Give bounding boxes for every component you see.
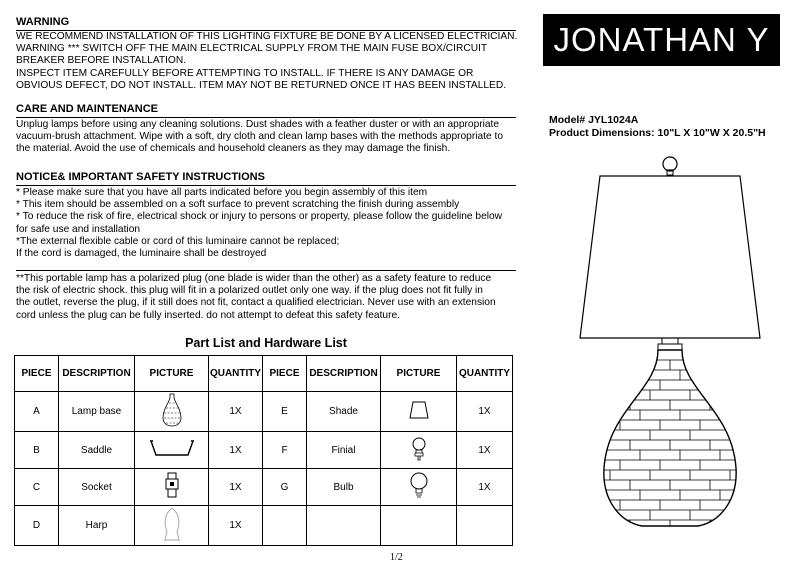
lamp-illustration-icon (570, 150, 770, 560)
header-cell: PICTURE (135, 356, 209, 392)
table-row (15, 506, 513, 546)
table-row (15, 469, 513, 506)
quantity-cell: 1X (209, 392, 263, 432)
product-dimensions: Product Dimensions: 10"L X 10"W X 20.5"H (549, 127, 766, 139)
description-cell: Bulb (307, 469, 381, 506)
header-cell: PIECE (263, 356, 307, 392)
divider (16, 117, 516, 118)
quantity-cell: 1X (457, 469, 513, 506)
brand-logo: JONATHAN Y (543, 14, 780, 66)
care-line: Unplug lamps before using any cleaning solutions. Dust shades with a feather duster or with an appropriate (16, 119, 500, 130)
warning-line: WE RECOMMEND INSTALLATION OF THIS LIGHTING FIXTURE BE DONE BY A LICENSED ELECTRICIAN. (16, 31, 518, 42)
piece-cell: E (263, 392, 307, 432)
plug-line: the outlet, reverse the plug, if it still does not fit, contact a qualified electrician. Never use with an extension (16, 297, 496, 309)
notice-line: * To reduce the risk of fire, electrical shock or injury to persons or property, please follow the guideline below (16, 211, 503, 223)
piece-cell: G (263, 469, 307, 506)
header-cell: DESCRIPTION (59, 356, 135, 392)
product-info (549, 114, 766, 140)
notice-line: *The external flexible cable or cord of this luminaire cannot be replaced; (16, 235, 340, 247)
saddle-icon (148, 437, 196, 461)
picture-cell (135, 469, 209, 506)
piece-cell: B (15, 432, 59, 469)
header-cell: PICTURE (381, 356, 457, 392)
header-cell: DESCRIPTION (307, 356, 381, 392)
picture-cell (135, 392, 209, 432)
picture-cell (135, 432, 209, 469)
description-cell: Lamp base (59, 392, 135, 432)
description-cell: Harp (59, 506, 135, 546)
care-line: the material. Avoid the use of chemicals and household cleaners as they may damage the finish. (16, 143, 451, 155)
bulb-icon (408, 471, 430, 501)
parts-table (14, 355, 513, 546)
parts-list-title: Part List and Hardware List (185, 336, 347, 350)
description-cell (307, 506, 381, 546)
header-cell: PIECE (15, 356, 59, 392)
description-cell: Shade (307, 392, 381, 432)
warning-title: WARNING (16, 16, 70, 28)
warning-line: WARNING *** SWITCH OFF THE MAIN ELECTRICAL SUPPLY FROM THE MAIN FUSE BOX/CIRCUIT (16, 43, 488, 55)
lamp-base-icon (160, 392, 184, 428)
piece-cell: F (263, 432, 307, 469)
piece-cell: D (15, 506, 59, 546)
notice-line: * This item should be assembled on a soft surface to prevent scratching the finish during assembly (16, 199, 460, 211)
model-number: Model# JYL1024A (549, 114, 639, 126)
notice-title: NOTICE& IMPORTANT SAFETY INSTRUCTIONS (16, 171, 265, 183)
plug-text (16, 273, 521, 322)
quantity-cell (457, 506, 513, 546)
plug-line: the risk of electric shock. this plug will fit in a polarized outlet only one way. if the plug does not fit fully in (16, 285, 483, 297)
quantity-cell: 1X (209, 506, 263, 546)
finial-icon (409, 435, 429, 463)
table-row (15, 432, 513, 469)
page-number: 1/2 (390, 552, 403, 563)
header-cell: QUANTITY (209, 356, 263, 392)
shade-icon (407, 399, 431, 421)
notice-line: for safe use and installation (16, 223, 141, 235)
plug-line: **This portable lamp has a polarized plug (one blade is wider than the other) as a safety feature to reduce (16, 273, 492, 284)
harp-icon (160, 506, 184, 542)
warning-line: BREAKER BEFORE INSTALLATION. (16, 55, 187, 67)
description-cell: Socket (59, 469, 135, 506)
quantity-cell: 1X (457, 392, 513, 432)
piece-cell: C (15, 469, 59, 506)
picture-cell (381, 392, 457, 432)
piece-cell (263, 506, 307, 546)
warning-line: INSPECT ITEM CAREFULLY BEFORE ATTEMPTING TO INSTALL. IF THERE IS ANY DAMAGE OR (16, 67, 474, 79)
picture-cell (135, 506, 209, 546)
care-line: vacuum-brush attachment. Wipe with a soft, dry cloth and clean lamp bases with the methods appropriate to (16, 131, 503, 143)
picture-cell (381, 432, 457, 469)
picture-cell (381, 506, 457, 546)
socket-icon (162, 471, 182, 501)
plug-line: cord unless the plug can be fully inserted. do not attempt to defeat this safety feature. (16, 309, 400, 321)
divider (16, 270, 516, 271)
notice-text (16, 187, 521, 260)
quantity-cell: 1X (209, 469, 263, 506)
description-cell: Finial (307, 432, 381, 469)
care-title: CARE AND MAINTENANCE (16, 103, 158, 115)
care-text (16, 119, 521, 156)
notice-line: If the cord is damaged, the luminaire shall be destroyed (16, 248, 267, 260)
warning-text (16, 31, 521, 92)
description-cell: Saddle (59, 432, 135, 469)
notice-line: * Please make sure that you have all parts indicated before you begin assembly of this item (16, 187, 428, 198)
picture-cell (381, 469, 457, 506)
divider (16, 185, 516, 186)
warning-line: OBVIOUS DEFECT, DO NOT INSTALL. ITEM MAY NOT BE RETURNED ONCE IT HAS BEEN INSTALLED. (16, 79, 507, 91)
header-cell: QUANTITY (457, 356, 513, 392)
piece-cell: A (15, 392, 59, 432)
quantity-cell: 1X (209, 432, 263, 469)
table-header-row (15, 356, 513, 392)
quantity-cell: 1X (457, 432, 513, 469)
table-row (15, 392, 513, 432)
